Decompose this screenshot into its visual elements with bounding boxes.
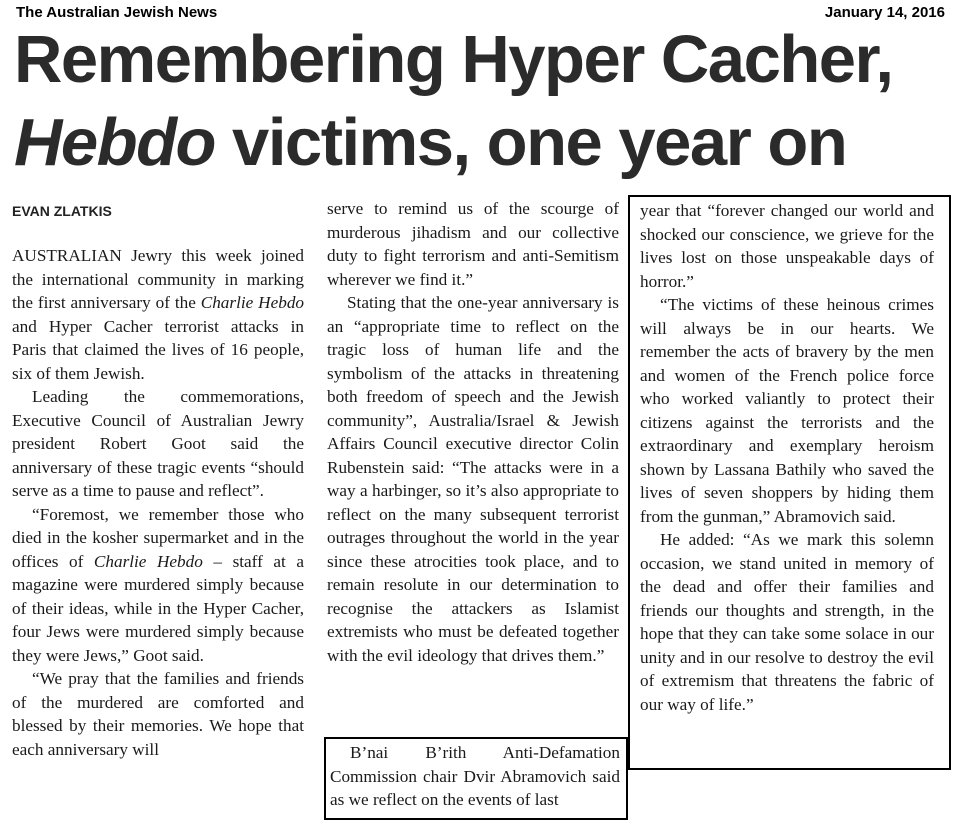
italic-run: Charlie Hebdo [200, 293, 305, 312]
headline-line-1: Remembering Hyper Cacher, [14, 22, 893, 97]
paragraph-commemorations: Leading the commemorations, Executive Council of Australian Jewry president Robert Goot said the anniversary of these tragic events “should serve as a time to pause and reflect”. [12, 387, 304, 500]
paragraph-he-added: He added: “As we mark this solemn occasion, we stand united in memory of the dead and offer their families and friends our thoughts and strength, in the hope that they can take some solace in our unity and in our resolve to destroy the evil of extremism that threatens the fabric of our way of life.” [640, 530, 934, 714]
byline: EVAN ZLATKIS [12, 203, 112, 219]
boxed-text-b [640, 199, 934, 716]
article-column-1 [12, 244, 304, 761]
paragraph-we-pray: “We pray that the families and friends of the murdered are comforted and blessed by their memories. We hope that each anniversary will [12, 669, 304, 759]
text-run: – staff at a magazine were murdered simply because of their ideas, while in the Hyper Cacher, four Jews were murdered simply because they were Jews,” Goot said. [12, 551, 304, 665]
text-run: “Foremost, we remember those who died in the kosher supermarket and in the offices of [12, 504, 304, 571]
paragraph-intro [12, 244, 304, 385]
article-column-2 [327, 197, 619, 667]
headline-line-2 [14, 103, 949, 183]
publication-name: The Australian Jewish News [16, 4, 218, 21]
headline-line-2-rest: victims, one year on [214, 105, 847, 180]
paragraph-victims: “The victims of these heinous crimes will always be in our hearts. We remember the acts of bravery by the men and women of the French police force who worked valiantly to protect their citizens against the terrorists and the extraordinary and exemplary heroism shown by Lassana Bathily who saved the lives of seven shoppers by hiding them from the gunman,” Abramovich said. [640, 295, 934, 526]
italic-run: Charlie Hebdo [93, 551, 203, 571]
paragraph-continuation: serve to remind us of the scourge of murderous jihadism and our collective duty to fight terrorism and anti-Semitism wherever we find it.” [327, 199, 619, 289]
highlight-box-abramovich-quote [628, 195, 951, 770]
paragraph-rubenstein: Stating that the one-year anniversary is an “appropriate time to reflect on the tragic loss of human life and the symbolism of the attacks in threatening both freedom of speech and the Jewish community”, Australia/Israel & Jewish Affairs Council executive director Colin Rubenstein said: “The attacks were in a way a harbinger, so it’s also appropriate to reflect on the many subsequent terrorist outrages throughout the world in the year since these atrocities took place, and to remain resolute in our determination to recognise the attackers as Islamist extremists who must be defeated together with the evil ideology that drives them.” [327, 293, 619, 665]
paragraph-forever-changed: year that “forever changed our world and shocked our conscience, we grieve for the lives lost on those unspeakable days of horror.” [640, 201, 934, 291]
boxed-text-a [330, 741, 620, 812]
publication-date: January 14, 2016 [824, 4, 945, 21]
text-run: AUSTRALIAN Jewry this week joined the international community in marking the first anniversary of the [12, 246, 304, 312]
paragraph-foremost [12, 503, 304, 668]
highlight-box-bnai-brith [324, 737, 628, 820]
headline-italic-hebdo: Hebdo [14, 105, 215, 180]
text-run: and Hyper Cacher terrorist attacks in Paris that claimed the lives of 16 people, six of them Jewish. [12, 316, 304, 383]
paragraph-abramovich-intro: B’nai B’rith Anti-Defamation Commission chair Dvir Abramovich said as we reflect on the events of last [330, 743, 620, 809]
